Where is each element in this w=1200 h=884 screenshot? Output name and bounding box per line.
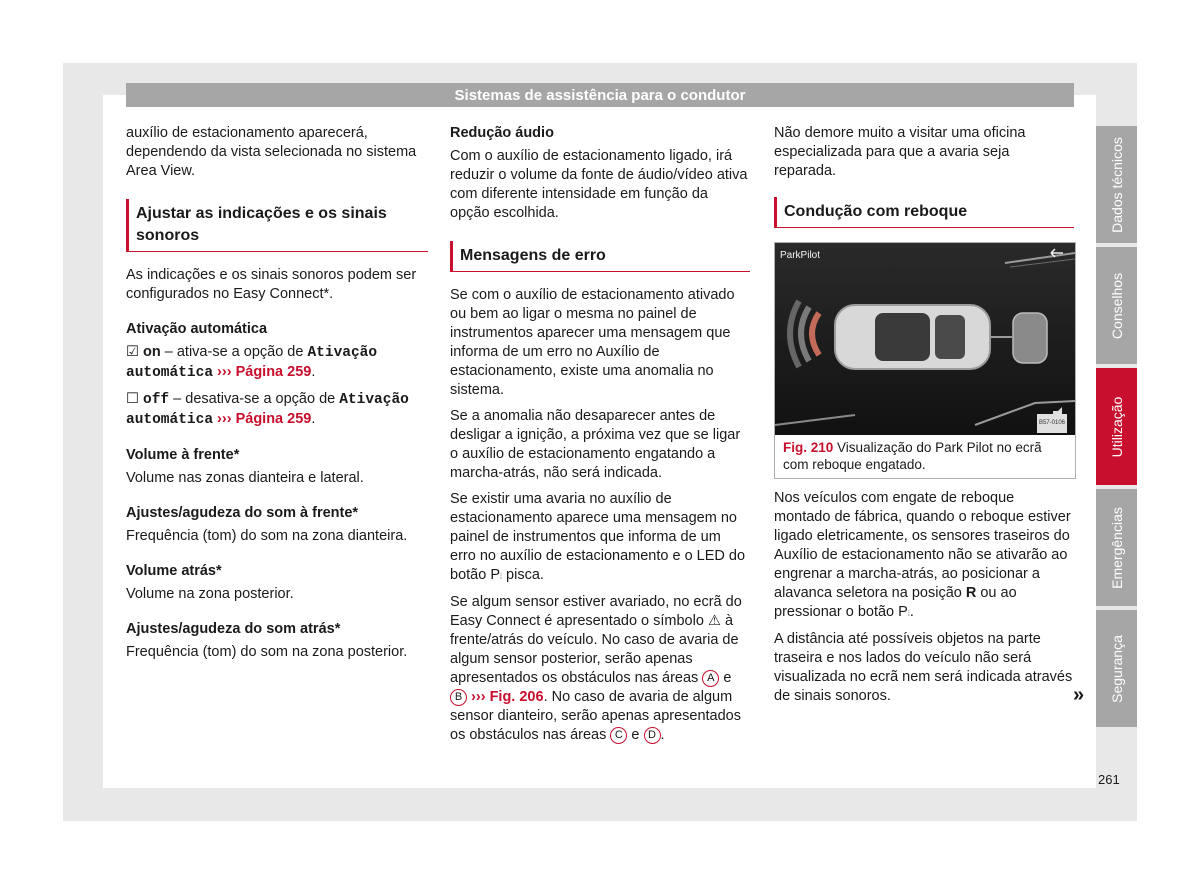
tab-conselhos[interactable]: Conselhos xyxy=(1096,247,1137,364)
option-on: ☑ on – ativa-se a opção de Ativação automática ››› Página 259. xyxy=(126,344,378,381)
arrow-ref-icon: ››› xyxy=(217,364,232,380)
area-marker: D xyxy=(644,727,661,744)
page-ref-link[interactable]: Página 259 xyxy=(235,411,312,427)
park-button-icon: ⦙ xyxy=(500,571,503,581)
item-text: Frequência (tom) do som na zona dianteira. xyxy=(126,528,408,544)
off-word: off xyxy=(143,392,170,408)
figure-ref-link[interactable]: Fig. 206 xyxy=(489,689,544,705)
area-marker: B xyxy=(450,689,467,706)
item-label: Volume atrás* xyxy=(126,563,222,579)
checkbox-checked-icon: ☑ xyxy=(126,344,139,360)
parkpilot-illustration xyxy=(775,243,1075,435)
error-paragraph-2: Se a anomalia não desaparecer antes de desligar a ignição, a próxima vez que se ligar o auxílio de estacionamento engatando a marcha-atrás, não será indicada. xyxy=(450,408,741,481)
area-marker: C xyxy=(610,727,627,744)
figure-label: Fig. 210 xyxy=(783,440,834,455)
item-label: Ajustes/agudeza do som à frente* xyxy=(126,505,359,521)
figure-210 xyxy=(774,242,1076,479)
continue-arrow-icon: » xyxy=(1073,684,1085,706)
trailer-paragraph-1: Nos veículos com engate de reboque montado de fábrica, quando o reboque estiver ligado eletricamente, os sensores traseiros do Auxílio de estacionamento não se ativarão ao engrenar a marcha-atrás, ao posicionar a alavanca seletora na posição R ou ao pressionar o botão P⦙. xyxy=(774,490,1071,620)
tab-utilizacao[interactable]: Utilização xyxy=(1096,368,1137,485)
item-text: Volume na zona posterior. xyxy=(126,586,294,602)
intro-paragraph: auxílio de estacionamento aparecerá, dependendo da vista selecionada no sistema Area View. xyxy=(126,125,417,179)
audio-reduction-label: Redução áudio xyxy=(450,125,554,141)
chapter-header: Sistemas de assistência para o condutor xyxy=(126,83,1074,107)
section-heading-indications: Ajustar as indicações e os sinais sonoros xyxy=(126,199,428,252)
section-heading-errors: Mensagens de erro xyxy=(450,241,750,272)
parkpilot-screen xyxy=(775,243,1075,435)
workshop-paragraph: Não demore muito a visitar uma oficina especializada para que a avaria seja reparada. xyxy=(774,125,1026,179)
arrow-ref-icon: ››› xyxy=(471,689,486,705)
page-ref-link[interactable]: Página 259 xyxy=(235,364,312,380)
trailer-paragraph-2: A distância até possíveis objetos na parte traseira e nos lados do veículo não será visualizada no ecrã nem será indicada através de sinais sonoros. xyxy=(774,631,1073,704)
column-1 xyxy=(126,124,428,669)
area-marker: A xyxy=(702,670,719,687)
item-label: Ajustes/agudeza do som atrás* xyxy=(126,621,341,637)
page-number: 261 xyxy=(1098,772,1120,787)
auto-activation-label: Ativação automática xyxy=(126,321,268,337)
column-3 xyxy=(774,124,1074,713)
figure-code: B57-0106 xyxy=(1037,414,1067,433)
item-text: Frequência (tom) do som na zona posterior. xyxy=(126,644,408,660)
audio-reduction-text: Com o auxílio de estacionamento ligado, irá reduzir o volume da fonte de áudio/vídeo ativa com diferente intensidade em função da opção escolhida. xyxy=(450,148,748,221)
section-heading-trailer: Condução com reboque xyxy=(774,197,1074,228)
on-word: on xyxy=(143,344,161,360)
tab-seguranca[interactable]: Segurança xyxy=(1096,610,1137,727)
error-paragraph-3: Se existir uma avaria no auxílio de estacionamento aparece uma mensagem no painel de instrumentos que informa de um erro no auxílio de estacionamento e o LED do botão P⦙ pisca. xyxy=(450,491,746,583)
error-paragraph-1: Se com o auxílio de estacionamento ativado ou bem ao ligar o mesma no painel de instrumentos aparecer uma mensagem que informa de um erro no Auxílio de estacionamento, existe uma anomalia no sistema. xyxy=(450,287,735,398)
park-button-icon: ⦙ xyxy=(907,608,910,618)
arrow-ref-icon: ››› xyxy=(217,411,232,427)
item-text: Volume nas zonas dianteira e lateral. xyxy=(126,470,364,486)
warning-icon: ⚠ xyxy=(707,613,721,629)
error-paragraph-4: Se algum sensor estiver avariado, no ecrã do Easy Connect é apresentado o símbolo ⚠ à frente/atrás do veículo. No caso de avaria de algum sensor posterior, serão apenas apresentados os obstáculos nas áreas A e B ››› Fig. 206. No caso de avaria de algum sensor dianteiro, serão apenas apresentados os obstáculos nas áreas C e D . xyxy=(450,594,742,743)
section-intro: As indicações e os sinais sonoros podem ser configurados no Easy Connect*. xyxy=(126,267,417,302)
tab-emergencias[interactable]: Emergências xyxy=(1096,489,1137,606)
column-2 xyxy=(450,124,750,752)
figure-caption: Fig. 210 Visualização do Park Pilot no ecrã com reboque engatado. xyxy=(783,440,1042,472)
item-label: Volume à frente* xyxy=(126,447,240,463)
checkbox-empty-icon: ☐ xyxy=(126,391,139,407)
tab-dados-tecnicos[interactable]: Dados técnicos xyxy=(1096,126,1137,243)
option-off: ☐ off – desativa-se a opção de Ativação automática ››› Página 259. xyxy=(126,391,409,428)
screen-title: ParkPilot xyxy=(780,250,821,261)
